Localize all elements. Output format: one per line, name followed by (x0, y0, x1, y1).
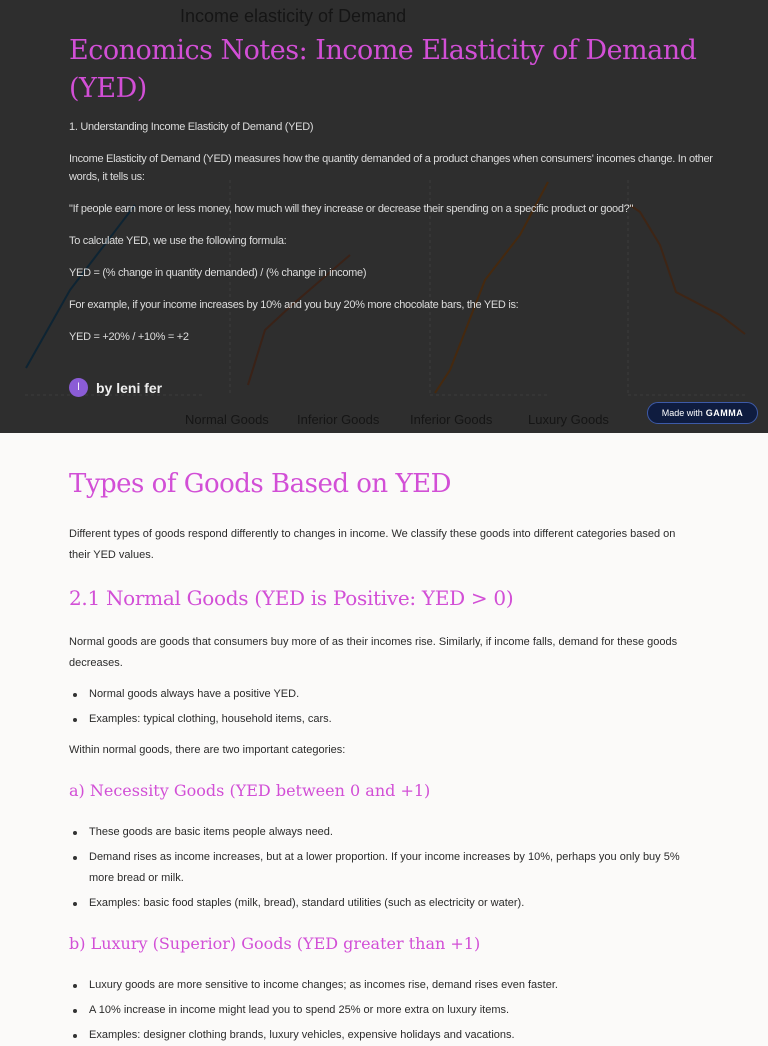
hero-paragraph: To calculate YED, we use the following formula: (69, 235, 287, 247)
list-item: Examples: designer clothing brands, luxury vehicles, expensive holidays and vacations. (69, 1025, 699, 1046)
author[interactable] (69, 378, 162, 397)
author-name: by leni fer (96, 379, 163, 396)
luxury-goods-list (69, 975, 699, 1046)
bg-label-luxury: Luxury Goods (528, 412, 609, 427)
gamma-logo: GAMMA (705, 408, 744, 418)
section-intro: Different types of goods respond differently to changes in income. We classify these goods into different categories based on their YED values. (69, 528, 676, 561)
hero-paragraph: Income Elasticity of Demand (YED) measures how the quantity demanded of a product changes when consumers' incomes change. In other words, it tells us: (69, 153, 713, 183)
hero-content (69, 32, 719, 360)
luxury-goods-heading: b) Luxury (Superior) Goods (YED greater than +1) (69, 934, 481, 953)
list-item: Luxury goods are more sensitive to income changes; as incomes rise, demand rises even faster. (69, 975, 699, 996)
normal-goods-list (69, 684, 699, 730)
bg-label-inferior-1: Inferior Goods (297, 412, 380, 427)
page-title: Economics Notes: Income Elasticity of Demand (YED) (69, 35, 697, 104)
list-item: Demand rises as income increases, but at a lower proportion. If your income increases by 10%, perhaps you only buy 5% more bread or milk. (69, 847, 699, 889)
avatar: l (69, 378, 88, 397)
list-item: These goods are basic items people always need. (69, 822, 699, 843)
made-with-gamma-button[interactable] (647, 402, 758, 424)
normal-goods-text: Normal goods are goods that consumers buy more of as their incomes rise. Similarly, if income falls, demand for these goods decreases. (69, 636, 678, 669)
list-item: A 10% increase in income might lead you to spend 25% or more extra on luxury items. (69, 1000, 699, 1021)
hero-section (0, 0, 768, 433)
hero-paragraph: YED = +20% / +10% = +2 (69, 331, 189, 343)
hero-paragraph: 1. Understanding Income Elasticity of Demand (YED) (69, 121, 314, 133)
normal-goods-after: Within normal goods, there are two important categories: (69, 744, 346, 756)
necessity-goods-list (69, 822, 699, 914)
bg-title: Income elasticity of Demand (180, 6, 407, 26)
hero-paragraph: For example, if your income increases by 10% and you buy 20% more chocolate bars, the YED is: (69, 299, 519, 311)
section-title: Types of Goods Based on YED (69, 469, 451, 499)
list-item: Normal goods always have a positive YED. (69, 684, 699, 705)
hero-paragraph: YED = (% change in quantity demanded) / (% change in income) (69, 267, 367, 279)
bg-label-inferior-2: Inferior Goods (410, 412, 493, 427)
hero-paragraph: "If people earn more or less money, how much will they increase or decrease their spending on a specific product or good?" (69, 203, 634, 215)
list-item: Examples: basic food staples (milk, bread), standard utilities (such as electricity or water). (69, 893, 699, 914)
list-item: Examples: typical clothing, household items, cars. (69, 709, 699, 730)
bg-label-normal: Normal Goods (185, 412, 269, 427)
badge-prefix: Made with (661, 408, 703, 418)
necessity-goods-heading: a) Necessity Goods (YED between 0 and +1) (69, 781, 431, 800)
normal-goods-heading: 2.1 Normal Goods (YED is Positive: YED > 0) (69, 586, 514, 610)
main-content (0, 433, 768, 1046)
